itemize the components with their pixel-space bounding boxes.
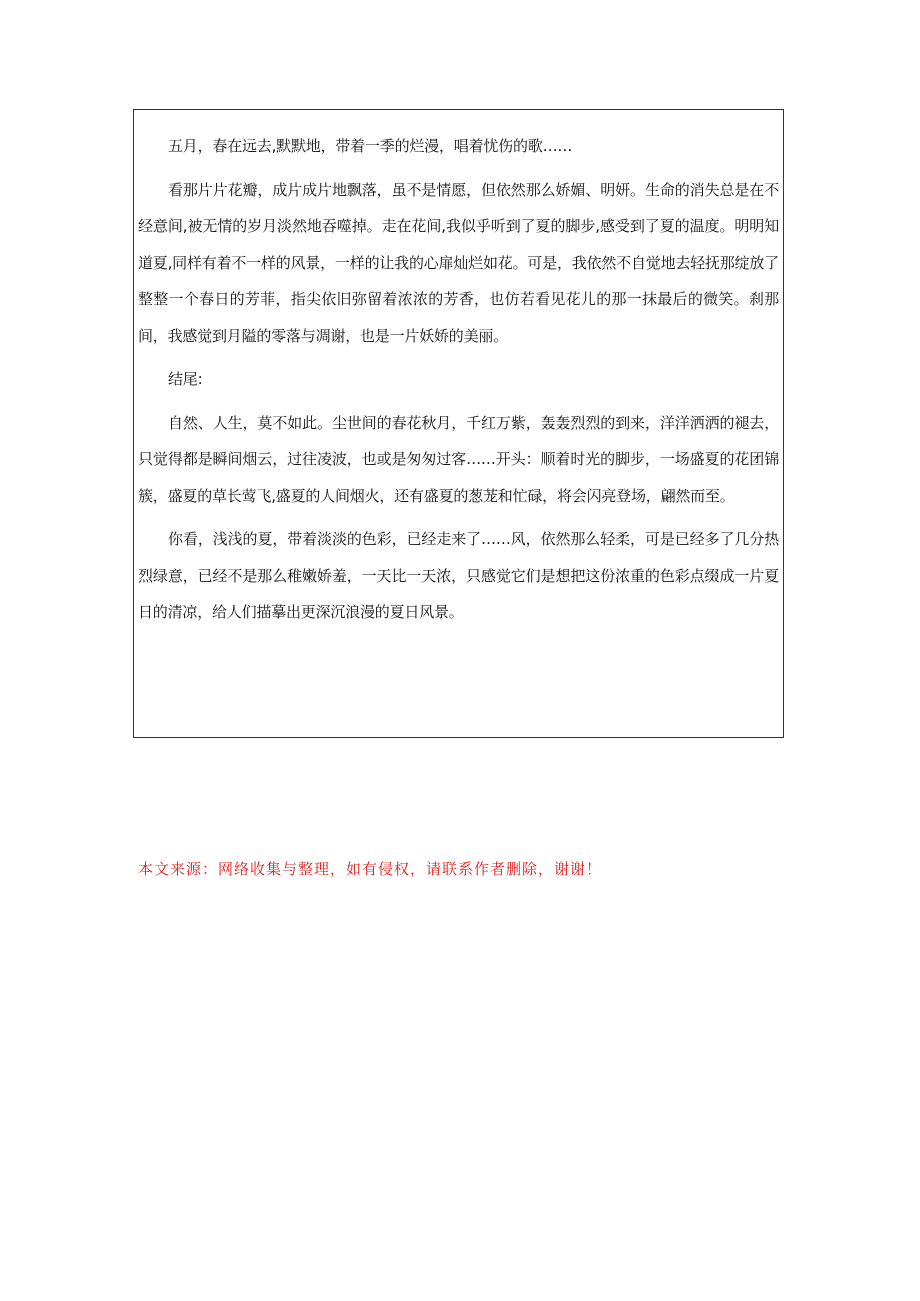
paragraph-may: 五月，春在远去,默默地，带着一季的烂漫，唱着忧伤的歌…… [168,137,573,155]
paragraph-petals: 看那片片花瓣，成片成片地飘落，虽不是情愿，但依然那么娇媚、明妍。生命的消失总是在不经意间,被无情的岁月淡然地吞噬掉。走在花间,我似乎听到了夏的脚步,感受到了夏的温度。明明知道夏,同样有着不一样的风景，一样的让我的心扉灿烂如花。可是，我依然不自觉地去轻抚那绽放了整整一个春日的芳菲，指尖依旧弥留着浓浓的芳香，也仿若看见花儿的那一抹最后的微笑。刹那间，我感觉到月隘的零落与凋谢，也是一片妖娇的美丽。 [138,180,779,345]
paragraph-shallow-summer: 你看，浅浅的夏，带着淡淡的色彩，已经走来了……风，依然那么轻柔，可是已经多了几分热烈绿意，已经不是那么稚嫩娇羞，一天比一天浓，只感觉它们是想把这份浓重的色彩点缀成一片夏日的清凉，给人们描摹出更深沉浪漫的夏日风景。 [138,530,779,621]
document-frame [133,109,784,738]
source-disclaimer: 本文来源：网络收集与整理，如有侵权，请联系作者删除，谢谢！ [138,860,603,878]
paragraph-nature-life: 自然、人生，莫不如此。尘世间的春花秋月，千红万紫，轰轰烈烈的到来，洋洋洒洒的褪去，只觉得都是瞬间烟云，过往凌波，也或是匆匆过客……开头：顺着时光的脚步，一场盛夏的花团锦簇，盛夏的草长莺飞,盛夏的人间烟火，还有盛夏的葱茏和忙碌，将会闪亮登场，翩然而至。 [138,413,779,505]
paragraph-ending-heading: 结尾: [168,370,203,388]
